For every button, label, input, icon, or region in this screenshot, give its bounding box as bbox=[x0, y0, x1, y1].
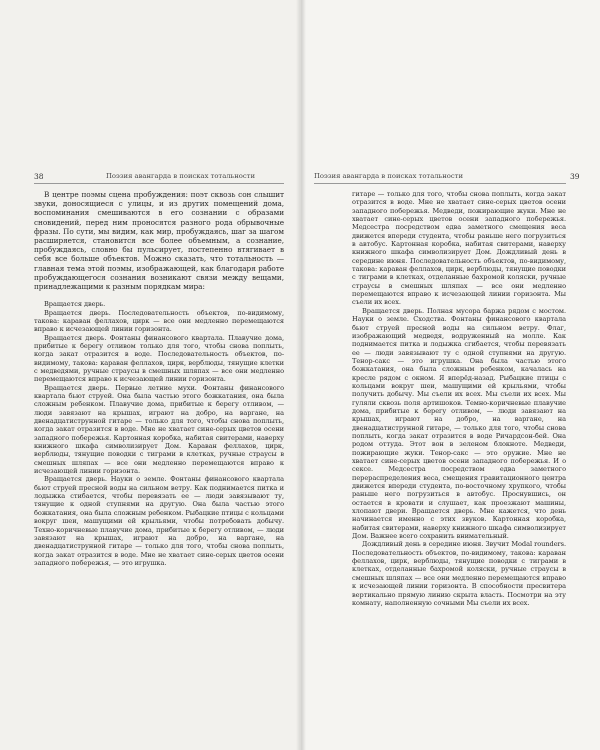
left-paragraph-4: Вращается дверь. Фонтаны финансового квартала. Плавучие дома, прибитые к берегу отливом только для того, чтобы снова поплыть, когда закат отразится в воде. Последовательность объектов, по-видимому, такова: караван феллахов, цирк, верблюды, тянущие клетки с медведями, ручные страусы в смешных шляпах — все они медленно перемещаются вправо к исчезающей линии горизонта. bbox=[34, 333, 284, 384]
right-page bbox=[300, 0, 600, 750]
left-paragraph-5: Вращается дверь. Первые летние мухи. Фонтаны финансового квартала бьют струей. Она была частью этого божкатания, она была сложным ребенком. Плавучие дома, прибитые к берегу отливом, — люди завязают на крышах, играют на добро, на варгане, на двенадцатиструнной гитаре — только для того, чтобы снова поплыть, когда закат отразится в воде. Мне не хватает сине-серых цветов осени западного побережья. Картонная коробка, набитая свитерами, наверху книжного шкафа символизирует Дом. Караван феллахов, цирк, верблюды, тянущие поводки с тиграми в клетках, ручные страусы в смешных шляпах — все они медленно перемещаются вправо к исчезающей линии горизонта. bbox=[34, 383, 284, 476]
right-header-rule bbox=[314, 183, 566, 184]
left-paragraph-2: Вращается дверь. bbox=[44, 300, 106, 309]
left-paragraph-1: В центре поэмы сцена пробуждения: поэт сквозь сон слышит звуки, доносящиеся с улицы, и из других помещений дома, воспоминания смешиваются в его сознании с образами сновидений, перед ним проносятся разного рода обрывочные фразы. По сути, мы видим, как мир, пробуждаясь, шаг за шагом расширяется, становится все более объемным, а сознание, пробуждаясь, словно бы пульсирует, постепенно втягивает в себя все больше объектов. Можно сказать, что тотальность — главная тема этой поэмы, изображающей, как благодаря работе пробуждающегося сознания возникают связи между вещами, принадлежащими к разным порядкам мира: bbox=[34, 190, 284, 292]
right-running-head: Поэзия авангарда в поисках тотальности bbox=[314, 172, 463, 180]
book-gutter bbox=[296, 0, 306, 750]
left-paragraph-3: Вращается дверь. Последовательность объектов, по-видимому, такова: караван феллахов, цирк — все они медленно перемещаются вправо к исчезающей линии горизонта. bbox=[34, 308, 284, 334]
left-running-head: Поэзия авангарда в поисках тотальности bbox=[106, 172, 255, 180]
right-paragraph-2: Вращается дверь. Полная мусора баржа рядом с мостом. Науки о земле. Сходства. Фонтаны финансового квартала бьют струей пресной воды на сильном ветру. Флаг, изображающий медведя, водруженный на молле. Как поднимается питка и лодыжка сгибается, чтобы перевязать ее — люди завязывают ту с одной ступнями на другую. Тенор-сакс — это игрушка. Она была частью этого божкатания, она была сложным ребенком, качалась на кресле рядом с окном. Я вперёд-назад. Рыбацкие птицы с кольцами вокруг шеи, машущими ей крыльями, чтобы получить добычу. Мы съели их всех. Мы съели их всех. Мы гуляли сквозь поля артишоков. Темно-коричневые плавучие дома, прибитые к берегу отливом, — люди завязают на крышах, играют на добро, на варгане, на двенадцатиструнной гитаре, — только для того, чтобы снова поплыть, когда закат отразится в воде Ричардсон-бей. Она родом оттуда. Этот вон в зеленом блокноте. Медведи, пожирающие жуки. Тенор-сакс — это оружие. Мне не хватает сине-серых цветов осени западного побережья. И о сексе. Медсестра посредством едва заметного перераспределения веса, смещения гравитационного центра движется впереди студента, по-восточному хрупкого, чтобы раньше него погрузиться в автобус. Проснувшись, он остается в кровати и слушает, как проезжают машины, хлопают двери. Вращается дверь. Мне кажется, что день начинается именно с этих звуков. Картонная коробка, набитая свитерами, наверху книжного шкафа символизирует Дом. Важнее всего сохранить внимательный. bbox=[352, 306, 566, 541]
left-header-rule bbox=[34, 183, 284, 184]
right-body-text bbox=[352, 190, 566, 607]
right-paragraph-1: гитаре — только для того, чтобы снова поплыть, когда закат отразится в воде. Мне не хватает сине-серых цветов осени западного побережья. Медведи, пожирающие жуки. Мне не хватает сине-серых цветов осени западного побережья. Медсестра посредством едва заметного смещения веса движется впереди студента, чтобы раньше него погрузиться в автобус. Картонная коробка, набитая свитерами, наверху книжного шкафа символизирует Дом. Дождливый день в середине июня. Последовательность объектов, по-видимому, такова: караван феллахов, цирк, верблюды, тянущие поводки с тиграми в клетках, отделанные бахромой коляски, ручные страусы в смешных шляпах — все они медленно перемещаются вправо к исчезающей линии горизонта. Мы съели их всех. bbox=[352, 190, 566, 307]
right-paragraph-3: Дождливый день в середине июня. Звучит Modal rounders. Последовательность объектов, по-видимому, такова: караван феллахов, цирк, верблюды, тянущие поводки с тиграми в клетках, отделанные бахромой коляски, ручные страусы в смешных шляпах — все они медленно перемещаются вправо к исчезающей линии горизонта. В способности пресвитера вертикально прямую линию скрыта власть. Посмотри на эту комнату, наполненную сочными Мы съели их всех. bbox=[352, 540, 566, 607]
left-body-text bbox=[34, 190, 284, 567]
left-paragraph-6: Вращается дверь. Науки о земле. Фонтаны финансового квартала бьют струей пресной воды на сильном ветру. Как поднимается питка и лодыжка стибается, чтобы перевязать ее — люди завязывают ту, тянущие к одной ступнями на другую. Она была частью этого божкатания, она была сложным ребенком. Рыбацкие птицы с кольцами вокруг шеи, машущими ей крыльями, чтобы потребовать добычу. Техно-коричневые плавучие дома, прибитые к берегу отливом, — люди завязают на крышах, играют на добро, на варгане, на двенадцатиструнной гитаре — только для того, чтобы снова поплыть, когда закат отразится в воде. Мне не хватает сине-серых цветов осени западного побережья, — это игрушка. bbox=[34, 475, 284, 567]
right-page-number: 39 bbox=[570, 172, 580, 181]
left-page-number: 38 bbox=[34, 172, 44, 181]
